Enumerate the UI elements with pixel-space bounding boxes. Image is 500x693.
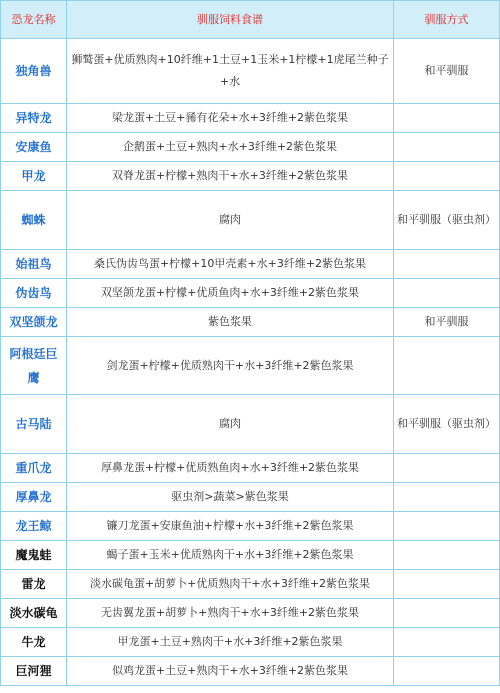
recipe-cell: 甲龙蛋+土豆+熟肉干+水+3纤维+2紫色浆果 (67, 628, 394, 657)
table-row (1, 250, 500, 279)
table-row (1, 162, 500, 191)
dinosaur-name-cell: 伪齿鸟 (1, 279, 67, 308)
dinosaur-name-cell: 淡水碳龟 (1, 599, 67, 628)
table-body (1, 39, 500, 686)
method-cell: 和平驯服 (394, 39, 500, 104)
table-row (1, 191, 500, 250)
table-row (1, 483, 500, 512)
recipe-cell: 双坚颌龙蛋+柠檬+优质鱼肉+水+3纤维+2紫色浆果 (67, 279, 394, 308)
recipe-cell: 镰刀龙蛋+安康鱼油+柠檬+水+3纤维+2紫色浆果 (67, 512, 394, 541)
dinosaur-name-cell: 甲龙 (1, 162, 67, 191)
dinosaur-name-cell: 古马陆 (1, 395, 67, 454)
recipe-cell: 似鸡龙蛋+土豆+熟肉干+水+3纤维+2紫色浆果 (67, 657, 394, 686)
recipe-cell: 蝎子蛋+玉米+优质熟肉干+水+3纤维+2紫色浆果 (67, 541, 394, 570)
dinosaur-name-cell: 蜘蛛 (1, 191, 67, 250)
recipe-cell: 桑氏伪齿鸟蛋+柠檬+10甲壳素+水+3纤维+2紫色浆果 (67, 250, 394, 279)
dinosaur-name-cell: 重爪龙 (1, 454, 67, 483)
method-cell (394, 337, 500, 395)
method-cell (394, 483, 500, 512)
table-row (1, 657, 500, 686)
recipe-cell: 厚鼻龙蛋+柠檬+优质熟鱼肉+水+3纤维+2紫色浆果 (67, 454, 394, 483)
recipe-cell: 企鹅蛋+土豆+熟肉+水+3纤维+2紫色浆果 (67, 133, 394, 162)
dinosaur-name-cell: 阿根廷巨鹰 (1, 337, 67, 395)
method-cell: 和平驯服（驱虫剂） (394, 395, 500, 454)
table-row (1, 599, 500, 628)
table-row (1, 279, 500, 308)
header-dinosaur-name: 恐龙名称 (1, 1, 67, 39)
method-cell (394, 250, 500, 279)
dinosaur-name-cell: 巨河狸 (1, 657, 67, 686)
method-cell (394, 599, 500, 628)
method-cell (394, 628, 500, 657)
table-row (1, 628, 500, 657)
method-cell (394, 541, 500, 570)
dinosaur-name-cell: 龙王鲸 (1, 512, 67, 541)
method-cell (394, 279, 500, 308)
dinosaur-name-cell: 厚鼻龙 (1, 483, 67, 512)
table-row (1, 308, 500, 337)
table-row (1, 104, 500, 133)
header-taming-method: 驯服方式 (394, 1, 500, 39)
dinosaur-name-cell: 安康鱼 (1, 133, 67, 162)
table-row (1, 39, 500, 104)
recipe-cell: 腐肉 (67, 191, 394, 250)
method-cell (394, 454, 500, 483)
dinosaur-name-cell: 牛龙 (1, 628, 67, 657)
recipe-cell: 梁龙蛋+土豆+豨有花朵+水+3纤维+2紫色浆果 (67, 104, 394, 133)
table-row (1, 512, 500, 541)
dinosaur-name-cell: 魔鬼蛙 (1, 541, 67, 570)
dinosaur-name-cell: 雷龙 (1, 570, 67, 599)
recipe-cell: 剑龙蛋+柠檬+优质熟肉干+水+3纤维+2紫色浆果 (67, 337, 394, 395)
recipe-cell: 狮鹫蛋+优质熟肉+10纤维+1土豆+1玉米+1柠檬+1虎尾兰种子+水 (67, 39, 394, 104)
recipe-cell: 腐肉 (67, 395, 394, 454)
header-row (1, 1, 500, 39)
method-cell (394, 657, 500, 686)
recipe-cell: 无齿翼龙蛋+胡萝卜+熟肉干+水+3纤维+2紫色浆果 (67, 599, 394, 628)
method-cell: 和平驯服 (394, 308, 500, 337)
header-taming-recipe: 驯服饲料食谱 (67, 1, 394, 39)
recipe-cell: 驱虫剂>蔬菜>紫色浆果 (67, 483, 394, 512)
table-row (1, 541, 500, 570)
method-cell (394, 133, 500, 162)
dinosaur-name-cell: 始祖鸟 (1, 250, 67, 279)
dinosaur-name-cell: 异特龙 (1, 104, 67, 133)
method-cell (394, 570, 500, 599)
method-cell: 和平驯服（驱虫剂） (394, 191, 500, 250)
method-cell (394, 512, 500, 541)
recipe-cell: 双脊龙蛋+柠檬+熟肉干+水+3纤维+2紫色浆果 (67, 162, 394, 191)
dinosaur-name-cell: 独角兽 (1, 39, 67, 104)
dinosaur-name-cell: 双坚颌龙 (1, 308, 67, 337)
recipe-cell: 紫色浆果 (67, 308, 394, 337)
method-cell (394, 162, 500, 191)
table-row (1, 395, 500, 454)
table-row (1, 337, 500, 395)
table-row (1, 454, 500, 483)
method-cell (394, 104, 500, 133)
table-row (1, 570, 500, 599)
table-row (1, 133, 500, 162)
recipe-cell: 淡水碳龟蛋+胡萝卜+优质熟肉干+水+3纤维+2紫色浆果 (67, 570, 394, 599)
